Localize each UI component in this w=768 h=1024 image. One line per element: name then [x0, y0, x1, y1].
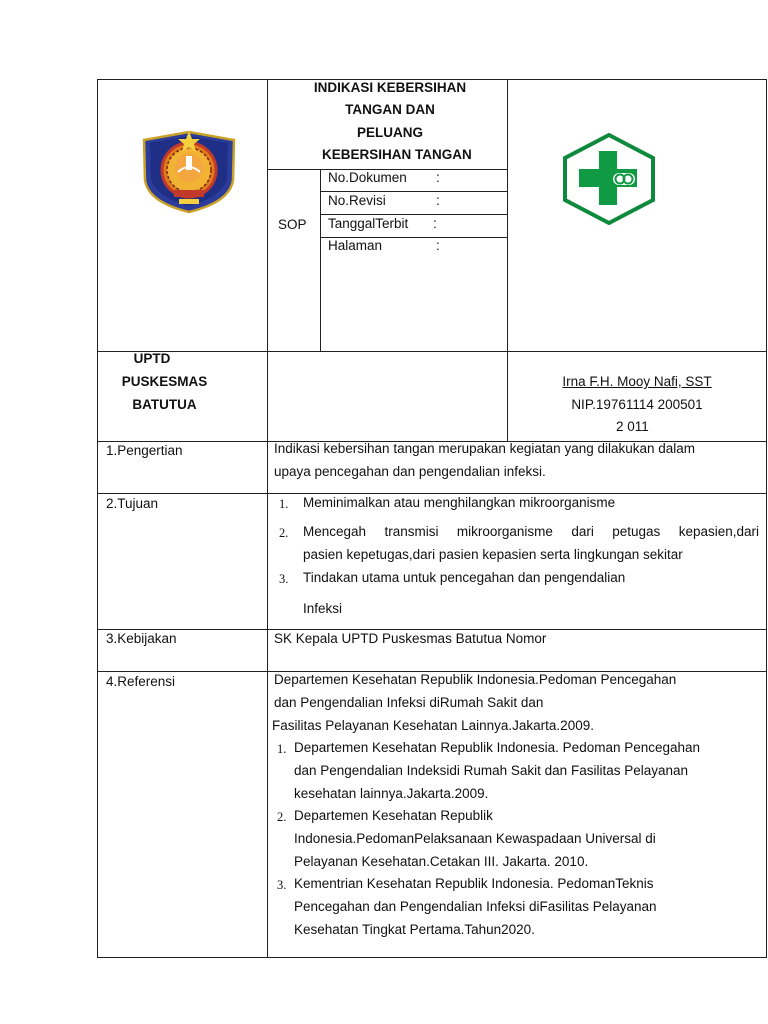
text-line: Indonesia.PedomanPelaksanaan Kewaspadaan Universal di	[294, 830, 656, 846]
list-item-line: Infeksi	[303, 601, 343, 616]
referensi-item-1	[294, 737, 700, 805]
org-line: UPTD	[133, 351, 171, 366]
text-line: Pencegahan dan Pengendalian Infeksi diFasilitas Pelayanan	[294, 898, 657, 914]
title-line: INDIKASI KEBERSIHAN	[313, 80, 467, 95]
section-label-tujuan: 2.Tujuan	[106, 496, 159, 511]
list-number: 2.	[277, 810, 287, 824]
referensi-intro	[274, 669, 676, 737]
text-line: Departemen Kesehatan Republik Indonesia. Pedoman Pencegahan	[294, 740, 701, 755]
signatory-nip: 2 011	[616, 419, 649, 434]
doc-field-label-halaman: Halaman	[328, 238, 383, 253]
table-border-left	[97, 79, 98, 958]
text-line: kesehatan lainnya.Jakarta.2009.	[294, 785, 489, 801]
doc-field-label-nodokumen: No.Dokumen	[328, 170, 407, 185]
list-number: 1.	[277, 742, 287, 756]
list-number: 2.	[279, 526, 289, 540]
doc-field-sep: :	[436, 193, 440, 208]
text-line: Pelayanan Kesehatan.Cetakan III. Jakarta. 2010.	[294, 853, 589, 869]
text-line: Departemen Kesehatan Republik Indonesia.Pedoman Pencegahan	[274, 672, 677, 687]
list-item-line: Meminimalkan atau menghilangkan mikroorganisme	[303, 495, 616, 510]
signatory-name: Irna F.H. Mooy Nafi, SST	[562, 374, 712, 389]
text-line: dan Pengendalian Indeksidi Rumah Sakit dan Fasilitas Pelayanan	[294, 762, 689, 778]
list-number: 3.	[277, 878, 287, 892]
table-border-bottom	[97, 957, 767, 958]
doc-field-label-tanggalterbit: TanggalTerbit	[328, 216, 409, 231]
list-number: 3.	[279, 572, 289, 586]
coat-of-arms-icon	[140, 128, 238, 216]
doc-field-label-norevisi: No.Revisi	[328, 193, 386, 208]
list-item-line: Mencegah transmisi mikroorganisme dari petugas kepasien,dari	[303, 524, 759, 539]
title-line: KEBERSIHAN TANGAN	[322, 147, 472, 162]
green-cross-health-icon	[561, 133, 657, 225]
org-line: BATUTUA	[132, 397, 197, 412]
text-line: upaya pencegahan dan pengendalian infeksi.	[274, 463, 546, 479]
kebijakan-text: SK Kepala UPTD Puskesmas Batutua Nomor	[274, 631, 547, 646]
text-line: Kementrian Kesehatan Republik Indonesia. PedomanTeknis	[294, 876, 654, 891]
title-line: PELUANG	[356, 125, 423, 140]
table-border-right	[766, 79, 767, 958]
text-line: Indikasi kebersihan tangan merupakan kegiatan yang dilakukan dalam	[274, 441, 696, 456]
doc-field-sep: :	[433, 216, 437, 231]
section-label-referensi: 4.Referensi	[106, 674, 176, 689]
referensi-item-2	[294, 805, 656, 873]
referensi-item-3	[294, 873, 657, 941]
signatory-nip: NIP.19761114 200501	[571, 397, 703, 412]
section-label-pengertian: 1.Pengertian	[106, 443, 183, 458]
list-number: 1.	[279, 497, 289, 511]
text-line: dan Pengendalian Infeksi diRumah Sakit dan	[274, 694, 544, 710]
column-divider-label	[267, 79, 268, 958]
column-divider-sop	[320, 169, 321, 351]
pengertian-text	[274, 438, 762, 484]
org-line: PUSKESMAS	[121, 374, 208, 389]
text-line: Fasilitas Pelayanan Kesehatan Lainnya.Jakarta.2009.	[272, 717, 594, 733]
list-item-line: Tindakan utama untuk pencegahan dan pengendalian	[303, 570, 626, 585]
text-line: Kesehatan Tingkat Pertama.Tahun2020.	[294, 921, 535, 937]
doc-field-sep: :	[436, 170, 440, 185]
text-line: Departemen Kesehatan Republik	[294, 808, 493, 823]
title-line: TANGAN DAN	[345, 102, 435, 117]
sop-label: SOP	[278, 217, 307, 232]
section-label-kebijakan: 3.Kebijakan	[106, 631, 177, 646]
list-item-line: pasien kepetugas,dari pasien kepasien serta lingkungan sekitar	[303, 547, 683, 562]
doc-field-sep: :	[436, 238, 440, 253]
